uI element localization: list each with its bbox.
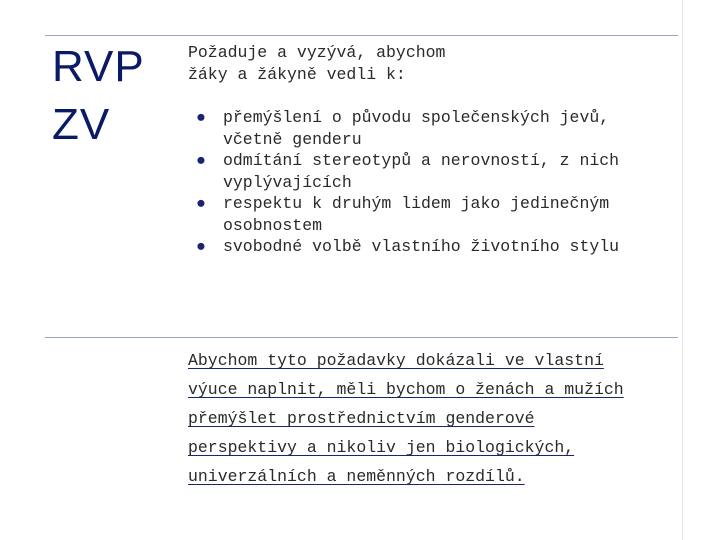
note-line-1: Abychom tyto požadavky dokázali ve vlastní (188, 351, 604, 370)
note-line-2: výuce naplnit, měli bychom o ženách a mužích (188, 380, 624, 399)
bullet-line: vyplývajících (223, 172, 352, 192)
bottom-divider (45, 337, 678, 338)
note-line-3: přemýšlet prostřednictvím genderové (188, 409, 535, 428)
right-edge-rule (682, 0, 683, 540)
bullet-dot-icon: ● (196, 151, 206, 170)
note-text (188, 346, 678, 491)
intro-line-1: Požaduje a vyzývá, abychom (188, 43, 446, 62)
title-line-2: ZV (52, 100, 111, 149)
note-line-5: univerzálních a neměnných rozdílů. (188, 467, 525, 486)
bullet-line: přemýšlení o původu společenských jevů, (223, 108, 610, 127)
bullet-dot-icon: ● (196, 108, 206, 127)
list-item (196, 150, 676, 193)
bullet-dot-icon: ● (196, 237, 206, 256)
bullet-line: respektu k druhým lidem jako jedinečným (223, 194, 610, 213)
bullet-line: odmítání stereotypů a nerovností, z nich (223, 151, 620, 170)
intro-line-2: žáky a žákyně vedli k: (188, 64, 406, 84)
list-item (196, 236, 676, 258)
bullet-line: osobnostem (223, 215, 323, 235)
slide-title (52, 38, 145, 154)
bullet-line: včetně genderu (223, 129, 362, 149)
bullet-list (196, 107, 676, 258)
bullet-dot-icon: ● (196, 194, 206, 213)
list-item (196, 193, 676, 236)
intro-text (188, 42, 668, 85)
list-item (196, 107, 676, 150)
bullet-line: svobodné volbě vlastního životního stylu (223, 237, 620, 256)
top-divider (45, 35, 678, 36)
title-line-1: RVP (52, 42, 145, 91)
note-line-4: perspektivy a nikoliv jen biologických, (188, 438, 575, 457)
